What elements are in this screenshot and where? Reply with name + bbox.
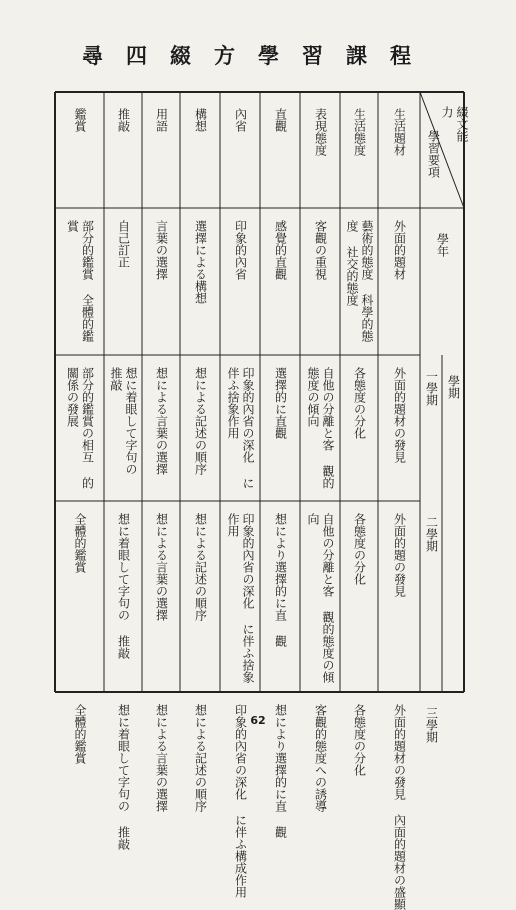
term1-cell-2-text: 各態度の分化 [352, 367, 367, 439]
term2-cell-8 [104, 513, 142, 688]
term3-cell-6-text: 想による記述の順序 [193, 704, 208, 812]
item-3-text: 表現態度 [313, 108, 328, 156]
term2-cell-2-text: 各態度の分化 [352, 513, 367, 585]
term2-cell-8-text: 想に着眼して字句の 推敲 [116, 513, 131, 659]
grade-cell-4-text: 感覺的直觀 [273, 220, 288, 280]
item-1 [378, 108, 420, 204]
item-9 [55, 108, 104, 204]
term3-cell-9-text: 全體的鑑賞 [73, 704, 87, 764]
item-3 [300, 108, 340, 204]
item-7 [142, 108, 180, 204]
term3-cell-8-text: 想に着眼して字句の 推敲 [116, 704, 131, 850]
grade-cell-2-text: 藝術的態度 科學的態度 社交的態度 [345, 220, 374, 342]
term1-cell-5-text: 印象的內省の深化 に伴ふ捨象作用 [226, 367, 255, 489]
item-2-text: 生活態度 [352, 108, 367, 156]
grade-cell-7-text: 言葉の選擇 [154, 220, 169, 280]
page-title: 尋四綴方學習課程 [82, 43, 434, 68]
term2-cell-4 [260, 513, 300, 688]
term1-cell-4 [260, 367, 300, 497]
grade-label-text: 學年 [435, 233, 450, 257]
grade-cell-9-text: 部分的鑑賞 全體的鑑賞 [65, 220, 95, 342]
term-group-label [442, 375, 464, 688]
item-8 [104, 108, 142, 204]
term1-cell-3 [300, 367, 340, 497]
term1-cell-3-text: 自他の分離と客 觀的態度の傾向 [306, 367, 335, 489]
term3-cell-5 [220, 704, 260, 898]
item-6 [180, 108, 220, 204]
term2-cell-4-text: 想により選擇的に直 觀 [273, 513, 288, 647]
term3-cell-7-text: 想による言葉の選擇 [154, 704, 169, 812]
term2-cell-5-text: 印象的內省の深化 に伴ふ捨象作用 [226, 513, 255, 683]
term2-cell-9-text: 全體的鑑賞 [73, 513, 87, 573]
term3-cell-3-text: 客觀的態度への誘導 [313, 704, 328, 812]
term2-cell-7-text: 想による言葉の選擇 [154, 513, 169, 621]
grade-label [420, 233, 464, 351]
term1-cell-5 [220, 367, 260, 497]
item-8-text: 推敲 [116, 108, 131, 132]
grade-cell-3-text: 客觀の重視 [313, 220, 328, 280]
corner-aspect-label [440, 106, 469, 146]
term2-cell-3 [300, 513, 340, 688]
corner-item-label-text: 學習要項 [426, 130, 441, 178]
term3-cell-9 [55, 704, 104, 764]
term1-cell-7 [142, 367, 180, 497]
term1-cell-6 [180, 367, 220, 497]
term2-cell-2 [340, 513, 378, 688]
term1-cell-4-text: 選擇的に直觀 [273, 367, 288, 439]
term2-cell-1-text: 外面的題の發見 [392, 513, 407, 597]
grade-cell-1 [378, 220, 420, 351]
grade-cell-7 [142, 220, 180, 351]
grade-cell-5-text: 印象的內省 [233, 220, 248, 280]
term1-cell-1-text: 外面的題材の發見 [392, 367, 407, 463]
grade-cell-8 [104, 220, 142, 351]
grade-cell-8-text: 自己訂正 [116, 220, 131, 268]
term-label-1-text: 一學期 [424, 370, 439, 406]
term2-cell-6 [180, 513, 220, 688]
item-5-text: 內省 [233, 108, 248, 132]
grade-cell-4 [260, 220, 300, 351]
term1-cell-1 [378, 367, 420, 497]
corner-item-label [422, 130, 444, 196]
item-2 [340, 108, 378, 204]
term2-cell-5 [220, 513, 260, 688]
term3-cell-5-text: 印象的內省の深化 に伴ふ構成作用 [233, 704, 248, 898]
term1-cell-2 [340, 367, 378, 497]
term1-cell-7-text: 想による言葉の選擇 [154, 367, 169, 475]
grade-cell-6-text: 選擇による構想 [193, 220, 208, 304]
term1-cell-9-text: 部分的鑑賞の相互 的關係の發展 [65, 367, 95, 489]
term2-cell-7 [142, 513, 180, 688]
grade-cell-5 [220, 220, 260, 351]
term-label-1 [420, 370, 442, 497]
term3-cell-1-text: 外面的題材の發見 內面的題材の盛顯 [392, 704, 407, 910]
item-9-text: 鑑賞 [73, 108, 87, 132]
item-6-text: 構想 [193, 108, 208, 132]
item-7-text: 用語 [154, 108, 169, 132]
term-label-3-text: 三學期 [424, 707, 439, 743]
term2-cell-9 [55, 513, 104, 688]
item-4-text: 直觀 [273, 108, 288, 132]
item-1-text: 生活題材 [392, 108, 407, 156]
term1-cell-9 [55, 367, 104, 497]
term-group-label-text: 學期 [446, 375, 461, 399]
term1-cell-8 [104, 367, 142, 497]
term3-cell-2-text: 各態度の分化 [352, 704, 367, 776]
grade-cell-2 [340, 220, 378, 351]
term3-cell-1 [378, 704, 420, 910]
term-label-2 [420, 516, 442, 688]
term2-cell-6-text: 想による記述の順序 [193, 513, 208, 621]
grade-cell-9 [55, 220, 104, 351]
term-label-2-text: 二學期 [424, 516, 439, 552]
grade-cell-1-text: 外面的題材 [392, 220, 407, 280]
item-5 [220, 108, 260, 204]
term1-cell-6-text: 想による記述の順序 [193, 367, 208, 475]
term3-cell-4-text: 想により選擇的に直 觀 [273, 704, 288, 838]
grade-cell-6 [180, 220, 220, 351]
term2-cell-1 [378, 513, 420, 688]
page-number: 62 [250, 714, 266, 727]
corner-aspect-label-text: 綴文能力 [440, 106, 469, 142]
term2-cell-3-text: 自他の分離と客 觀的態度の傾向 [306, 513, 335, 683]
grade-cell-3 [300, 220, 340, 351]
term1-cell-8-text: 想に着眼して字句の 推敲 [109, 367, 138, 475]
item-4 [260, 108, 300, 204]
